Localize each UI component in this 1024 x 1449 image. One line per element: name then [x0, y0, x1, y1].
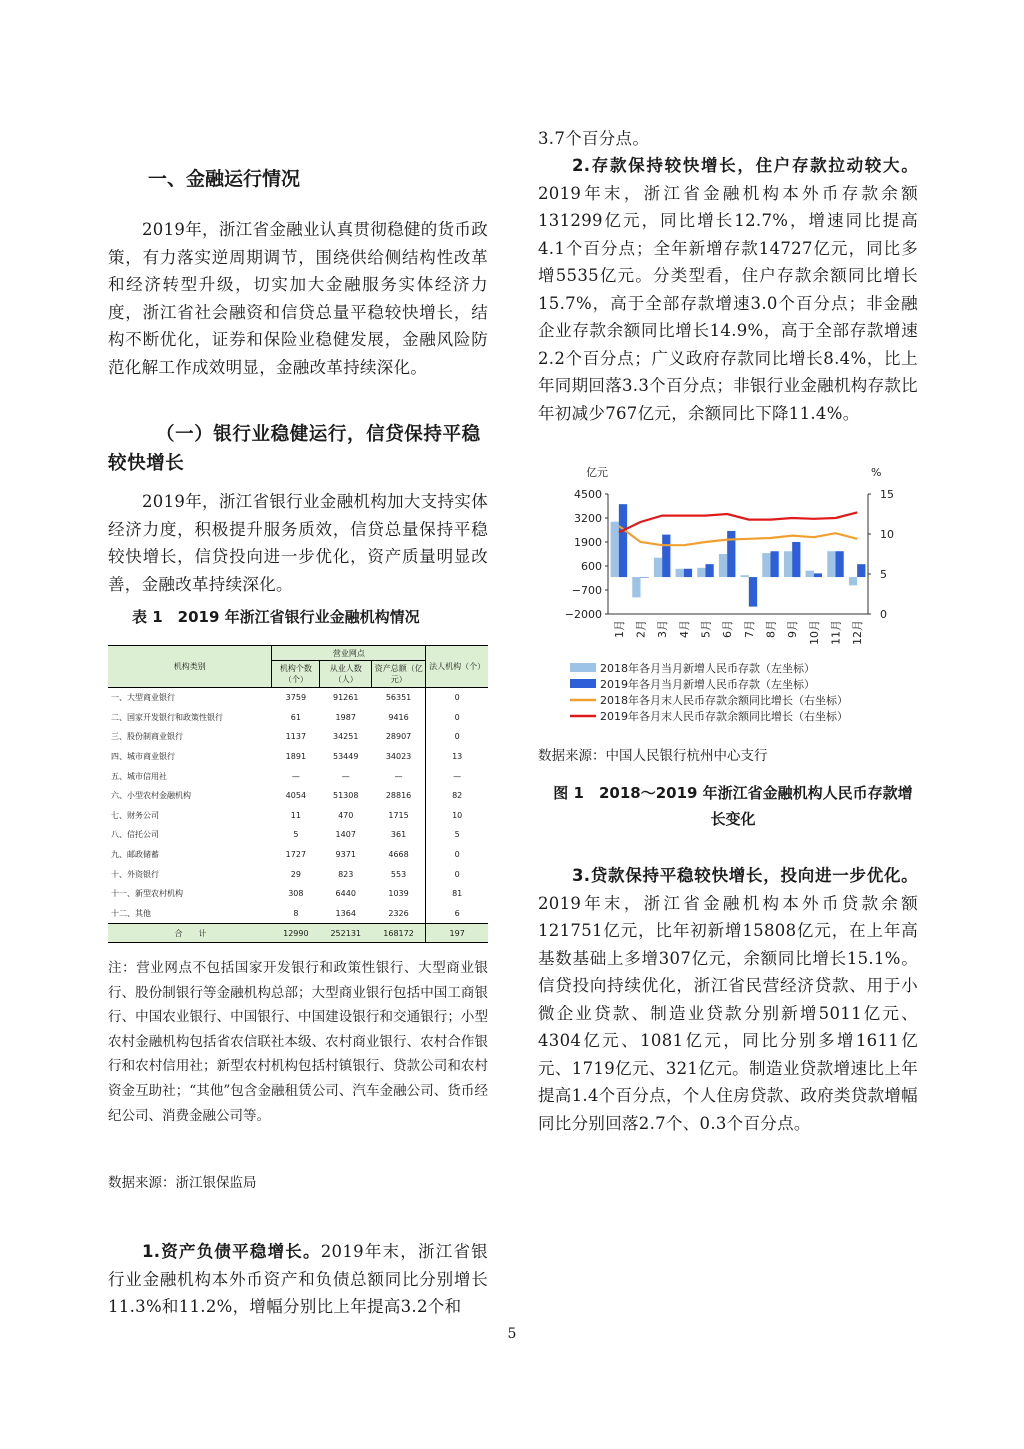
bar-2018	[697, 568, 705, 577]
row-category: 四、城市商业银行	[111, 752, 175, 762]
row-assets: 56351	[385, 693, 412, 703]
category-label: 11月	[829, 620, 843, 645]
row-assets: 361	[390, 830, 407, 840]
row-category: 三、股份制商业银行	[111, 732, 183, 742]
row-legal: 0	[426, 864, 488, 884]
row-staff: 53449	[333, 752, 359, 762]
row-legal: 13	[426, 747, 488, 767]
loans-paragraph	[538, 862, 918, 1137]
bar-2019	[727, 531, 735, 577]
table-caption: 表 1 2019 年浙江省银行业金融机构情况	[132, 608, 420, 626]
bar-2019	[749, 577, 757, 607]
row-legal: 5	[426, 825, 488, 845]
bar-2018	[719, 554, 727, 577]
row-category: 十二、其他	[111, 908, 151, 918]
row-staff: 1364	[335, 908, 356, 918]
category-label: 7月	[742, 620, 756, 638]
row-count: 5	[293, 830, 299, 840]
header-staff: 从业人数（人）	[320, 661, 372, 688]
row-assets: 1039	[388, 889, 409, 899]
bar-2018	[827, 551, 835, 577]
row-category: 合 计	[108, 924, 272, 943]
row-category: 七、财务公司	[111, 810, 159, 820]
bar-2018	[741, 575, 749, 577]
row-staff: 823	[338, 869, 354, 879]
row-category: 一、大型商业银行	[111, 693, 175, 703]
bar-2019	[771, 551, 779, 577]
row-category: 六、小型农村金融机构	[111, 791, 191, 801]
row-staff: 6440	[335, 889, 356, 899]
table-note: 注：营业网点不包括国家开发银行和政策性银行、大型商业银行、股份制银行等金融机构总部；大型商业银行包括中国工商银行、中国农业银行、中国银行、中国建设银行和交通银行；小型农村金融机构包括省农信联社本级、农村商业银行、农村合作银行和农村信用社；新型农村机构包括村镇银行、贷款公司和农村资金互助社；“其他”包含金融租赁公司、汽车金融公司、货币经纪公司、消费金融公司等。	[108, 960, 488, 1124]
bar-2019	[706, 564, 714, 577]
bar-2018	[654, 558, 662, 577]
banking-institutions-table	[108, 645, 488, 943]
row-count: 29	[290, 869, 301, 879]
bar-2019	[684, 569, 692, 577]
row-count: 12990	[272, 924, 320, 943]
row-assets: 4668	[388, 850, 409, 860]
row-assets: 34023	[385, 752, 412, 762]
table-row	[108, 786, 488, 806]
assets-text: 2019年末，浙江省银行业金融机构本外币资产和负债总额同比分别增长11.3%和11.2%，增幅分别比上年提高3.2个和	[108, 1242, 488, 1316]
line-2019	[619, 512, 857, 532]
category-label: 3月	[656, 620, 670, 638]
row-count: 4054	[285, 791, 307, 801]
category-label: 1月	[612, 620, 626, 638]
row-category: 二、国家开发银行和政策性银行	[111, 712, 223, 722]
left-axis-unit: 亿元	[586, 466, 608, 479]
row-staff: 51308	[333, 791, 359, 801]
subsection-title: （一）银行业稳健运行，信贷保持平稳较快增长	[108, 424, 481, 474]
table-row	[108, 825, 488, 845]
row-staff: 34251	[333, 732, 359, 742]
row-legal: 81	[426, 884, 488, 904]
right-tick-label: 5	[880, 568, 887, 581]
row-legal: 197	[426, 924, 488, 943]
category-label: 5月	[699, 620, 713, 638]
bar-2018	[762, 553, 770, 577]
row-legal: 10	[426, 806, 488, 826]
row-count: 8	[293, 908, 299, 918]
left-tick-label: 1900	[574, 536, 602, 549]
loans-text: 2019年末，浙江省金融机构本外币贷款余额121751亿元，比年初新增15808亿元，在上年高基数基础上多增307亿元，余额同比增长15.1%。信贷投向持续优化，浙江省民营经济贷款、用于小微企业贷款、制造业贷款分别新增5011亿元、4304亿元、1081亿元，同比分别多增1611亿元、1719亿元、321亿元。制造业贷款增速比上年提高1.4个百分点，个人住房贷款、政府类贷款增幅同比分别回落2.7个、0.3个百分点。	[538, 893, 918, 1133]
bar-2018	[784, 551, 792, 577]
bar-2019	[662, 535, 670, 577]
right-tick-label: 10	[880, 528, 894, 541]
category-label: 4月	[677, 620, 691, 638]
header-count: 机构个数（个）	[272, 661, 320, 688]
bar-2019	[619, 504, 627, 577]
row-legal: 0	[426, 727, 488, 747]
assets-continued: 3.7个百分点。	[538, 129, 650, 148]
row-assets: 9416	[388, 712, 409, 722]
right-tick-label: 15	[880, 488, 894, 501]
deposits-text: 2019年末，浙江省金融机构本外币存款余额131299亿元，同比增长12.7%，增速同比提高4.1个百分点；全年新增存款14727亿元，同比多增5535亿元。分类型看，住户存款余额同比增长15.7%，高于全部存款增速3.0个百分点；非金融企业存款余额同比增长14.9%，高于全部存款增速2.2个百分点；广义政府存款同比增长8.4%，比上年同期回落3.3个百分点；非银行业金融机构存款比年初减少767亿元，余额同比下降11.4%。	[538, 183, 918, 423]
page-number: 5	[507, 1326, 517, 1342]
table-row	[108, 727, 488, 747]
legend-label: 2018年各月末人民币存款余额同比增长（右坐标）	[600, 694, 848, 707]
row-count: 1137	[285, 732, 307, 742]
row-legal: 0	[426, 845, 488, 865]
row-count: 3759	[285, 693, 307, 703]
right-tick-label: 0	[880, 608, 887, 621]
loans-title: 3.贷款保持平稳较快增长，投向进一步优化。	[572, 866, 918, 885]
row-staff: 1407	[335, 830, 356, 840]
chart-source: 数据来源：中国人民银行杭州中心支行	[538, 748, 768, 764]
header-category: 机构类别	[108, 646, 272, 688]
row-count: 11	[290, 810, 301, 820]
intro-paragraph: 2019年，浙江省金融业认真贯彻稳健的货币政策，有力落实逆周期调节，围绕供给侧结构性改革和经济转型升级，切实加大金融服务实体经济力度，浙江省社会融资和信贷总量平稳较快增长，结构不断优化，证券和保险业稳健发展，金融风险防范化解工作成效明显，金融改革持续深化。	[108, 220, 488, 377]
row-assets: —	[394, 771, 403, 781]
row-staff: 252131	[320, 924, 372, 943]
header-assets: 资产总额（亿元）	[372, 661, 426, 688]
row-staff: —	[341, 771, 350, 781]
category-label: 12月	[851, 620, 865, 645]
row-category: 五、城市信用社	[111, 771, 167, 781]
row-count: —	[291, 771, 300, 781]
header-group: 营业网点	[272, 646, 426, 661]
row-legal: —	[426, 766, 488, 786]
table-row	[108, 806, 488, 826]
left-tick-label: −700	[571, 584, 602, 597]
left-tick-label: 3200	[574, 512, 602, 525]
left-tick-label: 600	[581, 560, 602, 573]
deposits-paragraph	[538, 152, 918, 427]
row-assets: 553	[390, 869, 407, 879]
header-legal: 法人机构（个）	[426, 646, 488, 688]
table-source: 数据来源：浙江银保监局	[108, 1175, 257, 1191]
deposit-growth-chart	[538, 462, 918, 737]
row-legal: 6	[426, 904, 488, 924]
bar-2019	[814, 573, 822, 577]
right-axis-unit: %	[871, 466, 882, 479]
table-row	[108, 766, 488, 786]
table-total-row	[108, 924, 488, 943]
legend-swatch	[570, 663, 596, 672]
row-staff: 470	[338, 810, 354, 820]
category-label: 6月	[721, 620, 735, 638]
table-row	[108, 747, 488, 767]
line-2018	[619, 526, 857, 545]
legend-swatch	[570, 679, 596, 688]
category-label: 9月	[786, 620, 800, 638]
bar-2018	[611, 522, 619, 577]
row-staff: 9371	[335, 850, 356, 860]
bar-2018	[632, 577, 640, 597]
legend-label: 2018年各月当月新增人民币存款（左坐标）	[600, 662, 815, 675]
bar-2019	[857, 564, 865, 577]
assets-paragraph	[108, 1238, 488, 1321]
bar-2018	[676, 569, 684, 577]
legend-label: 2019年各月当月新增人民币存款（左坐标）	[600, 678, 815, 691]
assets-title: 1.资产负债平稳增长。	[142, 1242, 321, 1261]
row-assets: 2326	[388, 908, 409, 918]
row-category: 八、信托公司	[111, 830, 159, 840]
table-body	[108, 688, 488, 943]
table-row	[108, 884, 488, 904]
table-row	[108, 688, 488, 708]
category-label: 2月	[634, 620, 648, 638]
deposits-title: 2.存款保持较快增长，住户存款拉动较大。	[572, 156, 918, 175]
row-count: 1891	[285, 752, 307, 762]
table-row	[108, 864, 488, 884]
row-category: 十、外资银行	[111, 869, 159, 879]
row-assets: 168172	[372, 924, 426, 943]
figure-caption: 图 1 2018～2019 年浙江省金融机构人民币存款增长变化	[553, 784, 913, 828]
left-tick-label: −2000	[564, 608, 602, 621]
row-assets: 28816	[385, 791, 412, 801]
table-row	[108, 904, 488, 924]
row-legal: 0	[426, 688, 488, 708]
category-label: 8月	[764, 620, 778, 638]
bar-2018	[806, 571, 814, 577]
table-row	[108, 708, 488, 728]
bar-2019	[836, 551, 844, 577]
row-count: 308	[288, 889, 304, 899]
row-count: 61	[290, 712, 301, 722]
row-category: 九、邮政储蓄	[111, 850, 159, 860]
row-staff: 91261	[333, 693, 359, 703]
row-legal: 82	[426, 786, 488, 806]
legend-label: 2019年各月末人民币存款余额同比增长（右坐标）	[600, 710, 848, 723]
bar-2019	[792, 542, 800, 577]
row-count: 1727	[285, 850, 307, 860]
row-category: 十一、新型农村机构	[111, 889, 183, 899]
table-row	[108, 845, 488, 865]
bar-2018	[849, 577, 857, 585]
row-legal: 0	[426, 708, 488, 728]
row-assets: 1715	[388, 810, 409, 820]
bar-2019	[641, 577, 649, 578]
left-tick-label: 4500	[574, 488, 602, 501]
row-assets: 28907	[385, 732, 412, 742]
row-staff: 1987	[335, 712, 356, 722]
section-title: 一、金融运行情况	[148, 168, 301, 190]
banking-paragraph: 2019年，浙江省银行业金融机构加大支持实体经济力度，积极提升服务质效，信贷总量保持平稳较快增长，信贷投向进一步优化，资产质量明显改善，金融改革持续深化。	[108, 492, 488, 594]
category-label: 10月	[807, 620, 821, 645]
